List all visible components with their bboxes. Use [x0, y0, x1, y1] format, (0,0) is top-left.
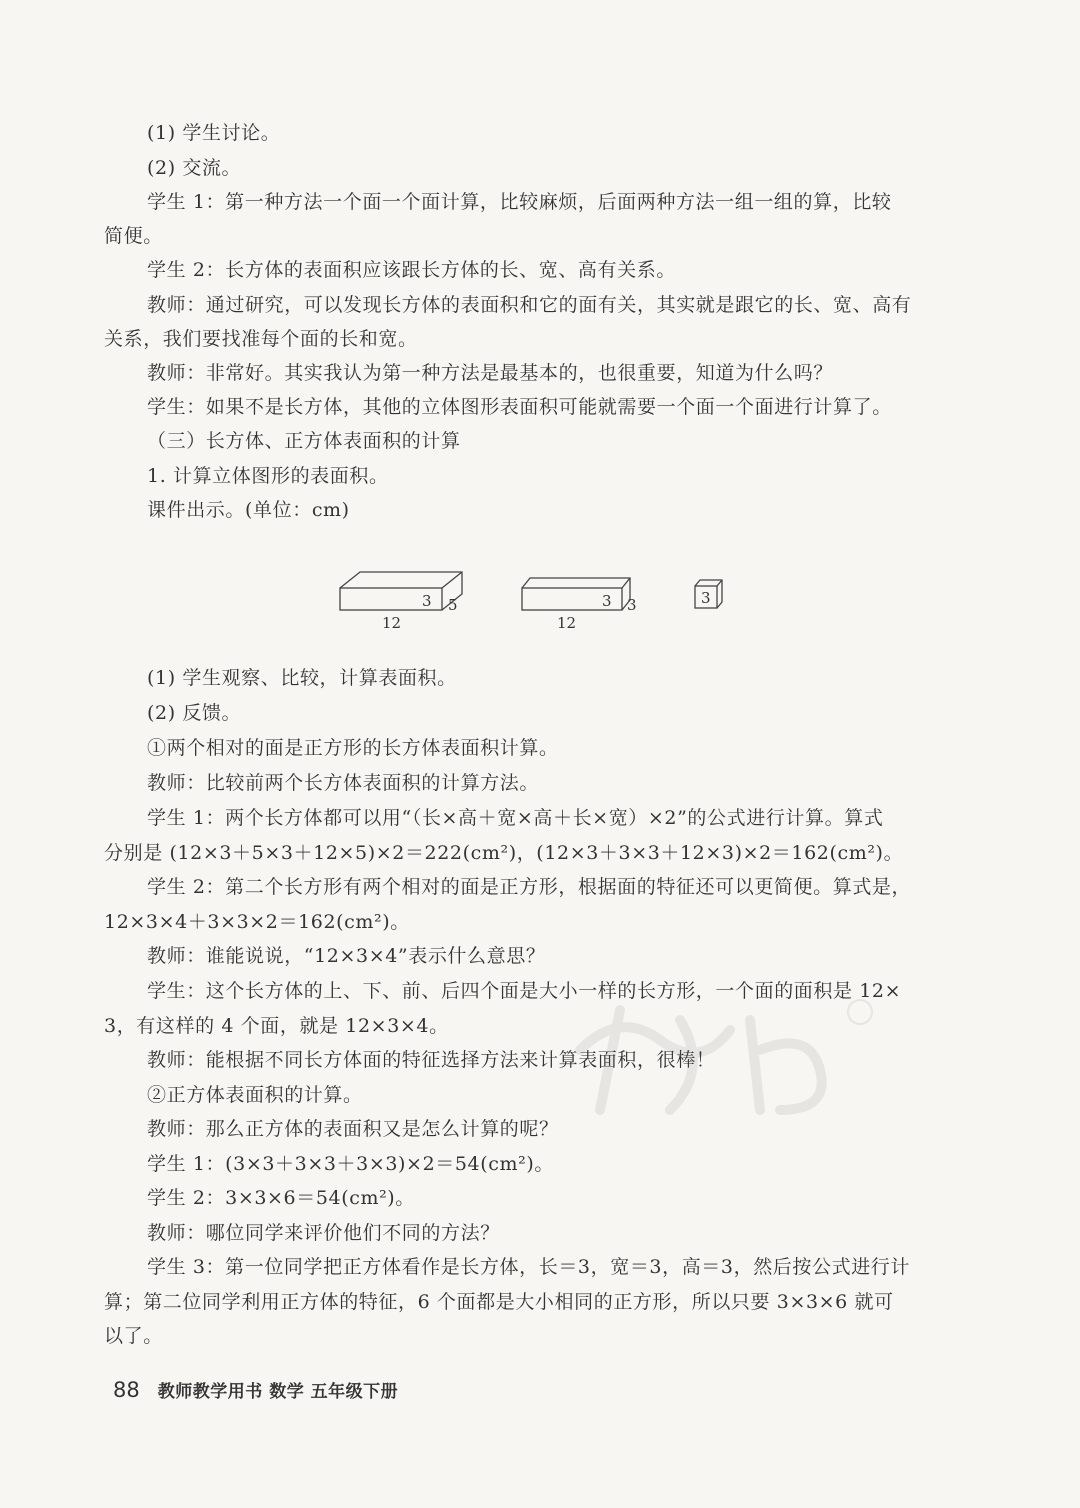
box1-top-side	[340, 572, 462, 610]
text-line: 课件出示。(单位：cm)	[147, 499, 350, 521]
text-line: 分别是 (12×3＋5×3＋12×5)×2＝222(cm²)，(12×3＋3×3＋12×3)×2＝162(cm²)。	[104, 842, 904, 864]
box1-length-label: 12	[382, 614, 402, 632]
text-line: 教师：通过研究，可以发现长方体的表面积和它的面有关，其实就是跟它的长、宽、高有	[147, 294, 912, 316]
box2-length-label: 12	[557, 614, 577, 632]
book-title: 教师教学用书 数学 五年级下册	[157, 1382, 399, 1402]
text-line: 关系，我们要找准每个面的长和宽。	[104, 328, 418, 350]
cuboid-figure	[330, 560, 750, 640]
cube-edge-label: 3	[701, 589, 711, 607]
box2-width-label: 3	[627, 596, 637, 614]
text-line: 教师：非常好。其实我认为第一种方法是最基本的，也很重要，知道为什么吗？	[147, 362, 834, 384]
text-line: (2) 反馈。	[147, 702, 242, 724]
publisher-watermark	[560, 990, 880, 1130]
text-line: 教师：比较前两个长方体表面积的计算方法。	[147, 772, 540, 794]
text-line: (1) 学生观察、比较，计算表面积。	[147, 667, 457, 689]
page-footer	[113, 1377, 398, 1402]
text-line: 教师：能根据不同长方体面的特征选择方法来计算表面积，很棒！	[147, 1049, 716, 1071]
text-line: ②正方体表面积的计算。	[147, 1084, 363, 1106]
cuboid-diagram	[330, 560, 750, 640]
text-line: 以了。	[104, 1325, 163, 1347]
text-line: 学生 1：(3×3＋3×3＋3×3)×2＝54(cm²)。	[147, 1153, 554, 1175]
text-line: 学生 2：第二个长方形有两个相对的面是正方形，根据面的特征还可以更简便。算式是，	[147, 876, 912, 898]
text-line: 算；第二位同学利用正方体的特征，6 个面都是大小相同的正方形，所以只要 3×3×6 就可	[104, 1291, 894, 1313]
text-line: (2) 交流。	[147, 157, 242, 179]
section-heading: （三）长方体、正方体表面积的计算	[147, 430, 461, 452]
text-line: 学生：这个长方体的上、下、前、后四个面是大小一样的长方形，一个面的面积是 12×	[147, 980, 902, 1002]
text-line: 学生 1：第一种方法一个面一个面计算，比较麻烦，后面两种方法一组一组的算，比较	[147, 191, 892, 213]
text-line: 教师：哪位同学来评价他们不同的方法？	[147, 1222, 500, 1244]
text-line: 学生 2：长方体的表面积应该跟长方体的长、宽、高有关系。	[147, 259, 676, 281]
box2-top-side	[522, 578, 630, 610]
box2-height-label: 3	[602, 592, 612, 610]
text-line: 12×3×4＋3×3×2＝162(cm²)。	[104, 911, 410, 933]
text-line: 学生 1：两个长方体都可以用“（长×高＋宽×高＋长×宽）×2”的公式进行计算。算式	[147, 807, 884, 829]
box1-width-label: 5	[448, 596, 458, 614]
text-line: ①两个相对的面是正方形的长方体表面积计算。	[147, 737, 559, 759]
text-line: 简便。	[104, 225, 163, 247]
text-line: 学生：如果不是长方体，其他的立体图形表面积可能就需要一个面一个面进行计算了。	[147, 396, 892, 418]
box1-height-label: 3	[422, 592, 432, 610]
text-line: 学生 2：3×3×6＝54(cm²)。	[147, 1187, 415, 1209]
text-line: 教师：谁能说说，“12×3×4”表示什么意思？	[147, 945, 546, 967]
text-line: (1) 学生讨论。	[147, 122, 281, 144]
page-number: 88	[113, 1378, 140, 1402]
text-line: 3，有这样的 4 个面，就是 12×3×4。	[104, 1015, 449, 1037]
text-line: 1. 计算立体图形的表面积。	[147, 465, 389, 487]
text-line: 教师：那么正方体的表面积又是怎么计算的呢？	[147, 1118, 559, 1140]
text-line: 学生 3：第一位同学把正方体看作是长方体，长＝3，宽＝3，高＝3，然后按公式进行计	[147, 1256, 910, 1278]
